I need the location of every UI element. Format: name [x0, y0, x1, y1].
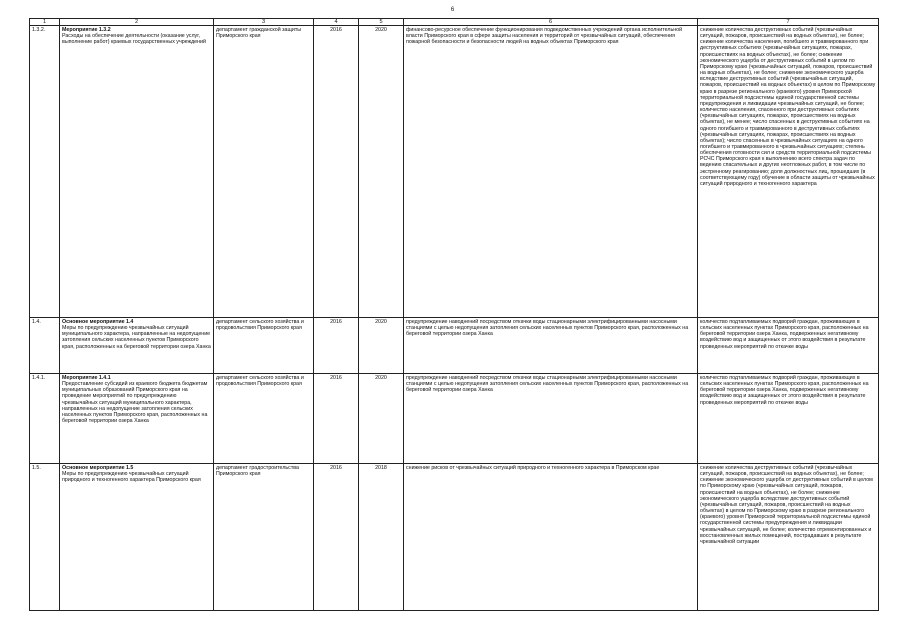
- col-header-3: 3: [214, 19, 314, 26]
- table-row: [30, 318, 879, 374]
- activity-name-cell: [60, 374, 214, 464]
- indicator-cell: снижение количества деструктивных событий (чрезвычайных ситуаций, пожаров, происшествий на водных объектах), не более; снижение количества населения, погибшего и травмированного при деструктивных событиях (чрезвычайных ситуациях, пожарах, происшествиях на водных объектах), не более; снижение экономического ущерба от деструктивных событий в целом по Приморскому краю (чрезвычайных ситуаций, пожаров, происшествий на водных объектах), не более; снижение экономического ущерба вследствие деструктивных событий (чрезвычайных ситуаций, пожаров, происшествий на водных объектах) в целом по Приморскому краю в разрезе регионального (краевого) уровня Приморской территориальной подсистемы единой государственной системы предупреждения и ликвидации чрезвычайных ситуаций, не более; количество населения, спасенного при деструктивных событиях (чрезвычайных ситуациях, пожарах, происшествиях на водных объектах), не менее; число спасенных в деструктивных событиях на одного погибшего и травмированного в деструктивных событиях (чрезвычайных ситуациях, пожарах, происшествиях на водных объектах); число спасенных в чрезвычайных ситуациях на одного погибшего и травмированного в чрезвычайных ситуациях; степень обеспечения готовности сил и средств территориальной подсистемы РСЧС Приморского края к выполнению всего спектра задач по ведению спасательных и других неотложных работ, в том числе по экстренному реагированию; доля должностных лиц, прошедших (в соответствующему году) обучение в области защиты от чрезвычайных ситуаций природного и техногенного характера: [698, 26, 879, 318]
- activities-table: [29, 18, 879, 611]
- executor-cell: департамент градостроительства Приморского края: [214, 464, 314, 611]
- activity-name-cell: [60, 464, 214, 611]
- activity-description: Предоставление субсидий из краевого бюджета бюджетам муниципальных образований Приморского края на проведение мероприятий по предупреждению чрезвычайных ситуаций муниципального характера, направленных на недопущение затопления сельских населенных пунктов Приморского края, расположенных на береговой территории озера Ханка: [62, 381, 208, 425]
- col-header-1: 1: [30, 19, 60, 26]
- row-number: 1.5.: [30, 464, 60, 611]
- row-number: 1.3.2.: [30, 26, 60, 318]
- start-year-cell: 2016: [314, 374, 359, 464]
- table-row: [30, 464, 879, 611]
- activity-name-cell: [60, 26, 214, 318]
- indicator-cell: количество подтапливаемых подворий граждан, проживающих в сельских населенных пунктах Приморского края, расположенных на береговой территории озера Ханка, подверженных негативному воздействию вод и защищенных от этого воздействия в результате проведенных мероприятий по откачке воды: [698, 318, 879, 374]
- end-year-cell: 2018: [359, 464, 404, 611]
- start-year-cell: 2016: [314, 464, 359, 611]
- indicator-cell: снижение количества деструктивных событий (чрезвычайных ситуаций, пожаров, происшествий на водных объектах), не более; снижение экономического ущерба от деструктивных событий в целом по Приморскому краю (чрезвычайных ситуаций, пожаров, происшествий на водных объектах), не более; снижение экономического ущерба вследствие деструктивных событий (чрезвычайных ситуаций, пожаров, происшествий на водных объектах) в целом по Приморскому краю в разрезе регионального (краевого) уровня Приморской территориальной подсистемы единой государственной системы предупреждения и ликвидации чрезвычайных ситуаций, не более; количество отремонтированных и восстановленных жилых помещений, пострадавших в результате чрезвычайной ситуации: [698, 464, 879, 611]
- executor-cell: департамент сельского хозяйства и продовольствия Приморского края: [214, 318, 314, 374]
- activity-title: Основное мероприятие 1.5: [62, 465, 134, 471]
- end-year-cell: 2020: [359, 374, 404, 464]
- col-header-6: 6: [404, 19, 698, 26]
- executor-cell: департамент гражданской защиты Приморского края: [214, 26, 314, 318]
- indicator-cell: количество подтапливаемых подворий граждан, проживающих в сельских населенных пунктах Приморского края, расположенных на береговой территории озера Ханка, подверженных негативному воздействию вод и защищенных от этого воздействия в результате проведенных мероприятий по откачке воды: [698, 374, 879, 464]
- table-row: [30, 26, 879, 318]
- expected-result-cell: предупреждение наводнений посредством откачки воды стационарными электрифицированными насосными станциями с целью недопущения затопления сельских населенных пунктов Приморского края, расположенных на береговой территории озера Ханка: [404, 318, 698, 374]
- row-number: 1.4.: [30, 318, 60, 374]
- expected-result-cell: финансово-ресурсное обеспечение функционирования подведомственных учреждений органа исполнительной власти Приморского края в сфере защиты населения и территорий от чрезвычайных ситуаций, обеспечения пожарной безопасности и безопасности людей на водных объектах Приморского края: [404, 26, 698, 318]
- activity-description: Меры по предупреждению чрезвычайных ситуаций природного и техногенного характера Приморского края: [62, 471, 201, 484]
- col-header-5: 5: [359, 19, 404, 26]
- activity-title: Основное мероприятие 1.4: [62, 319, 134, 325]
- start-year-cell: 2016: [314, 26, 359, 318]
- col-header-2: 2: [60, 19, 214, 26]
- end-year-cell: 2020: [359, 318, 404, 374]
- table-row: [30, 374, 879, 464]
- start-year-cell: 2016: [314, 318, 359, 374]
- row-number: 1.4.1.: [30, 374, 60, 464]
- activity-description: Меры по предупреждению чрезвычайных ситуаций муниципального характера, направленные на недопущение затопления сельских населенных пунктов Приморского края, расположенных на береговой территории озера Ханка: [62, 325, 211, 350]
- end-year-cell: 2020: [359, 26, 404, 318]
- col-header-7: 7: [698, 19, 879, 26]
- executor-cell: департамент сельского хозяйства и продовольствия Приморского края: [214, 374, 314, 464]
- activity-name-cell: [60, 318, 214, 374]
- page-number: 6: [450, 7, 455, 13]
- header-row: [30, 19, 879, 26]
- activity-title: Мероприятие 1.3.2: [62, 27, 111, 33]
- col-header-4: 4: [314, 19, 359, 26]
- activity-description: Расходы на обеспечение деятельности (оказание услуг, выполнение работ) краевых государственных учреждений: [62, 33, 206, 46]
- expected-result-cell: снижение рисков от чрезвычайных ситуаций природного и техногенного характера в Приморском крае: [404, 464, 698, 611]
- activity-title: Мероприятие 1.4.1: [62, 375, 111, 381]
- expected-result-cell: предупреждение наводнений посредством откачки воды стационарными электрифицированными насосными станциями с целью недопущения затопления сельских населенных пунктов Приморского края, расположенных на береговой территории озера Ханка: [404, 374, 698, 464]
